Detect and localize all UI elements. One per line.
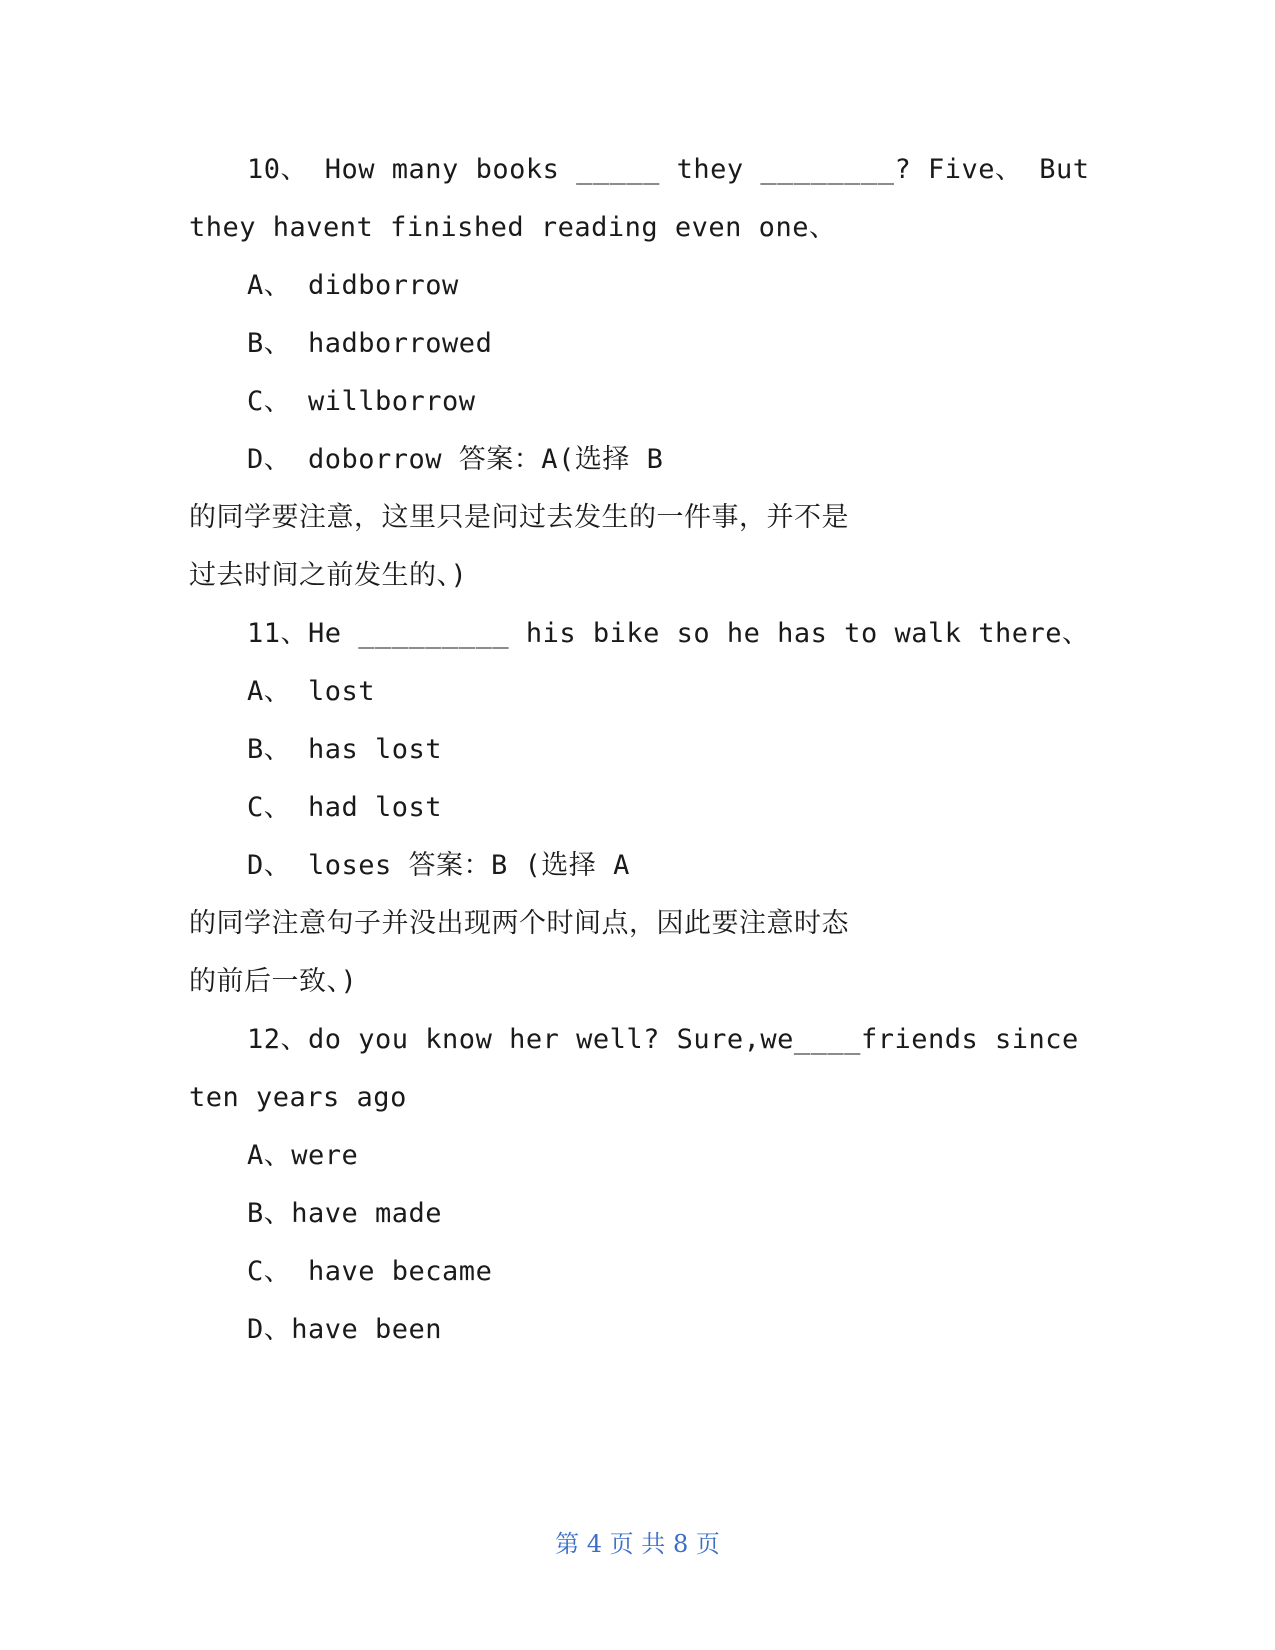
question-10-option-a: A、 didborrow <box>247 270 459 301</box>
question-11-stem-line1: 11、He _________ his bike so he has to walk there、 <box>247 618 1090 649</box>
question-10-option-d: D、 doborrow 答案：A(选择 B <box>247 444 664 475</box>
question-10-stem-line2: they havent finished reading even one、 <box>189 212 837 243</box>
question-11-note-line1: 的同学注意句子并没出现两个时间点，因此要注意时态 <box>189 908 849 939</box>
page-number-footer: 第 4 页 共 8 页 <box>555 1530 720 1558</box>
question-10-stem-line1: 10、 How many books _____ they ________? Five、 But <box>247 154 1090 185</box>
question-12-option-d: D、have been <box>247 1314 443 1345</box>
question-11-option-a: A、 lost <box>247 676 376 707</box>
question-12-stem-line1: 12、do you know her well? Sure,we____friends since <box>247 1024 1079 1055</box>
question-12-stem-line2: ten years ago <box>189 1082 407 1113</box>
question-11-option-c: C、 had lost <box>247 792 443 823</box>
question-11-option-b: B、 has lost <box>247 734 443 765</box>
question-10-note-line2: 过去时间之前发生的、) <box>189 560 468 591</box>
question-10-option-b: B、 hadborrowed <box>247 328 493 359</box>
question-10-option-c: C、 willborrow <box>247 386 476 417</box>
question-12-option-a: A、were <box>247 1140 359 1171</box>
question-11-note-line2: 的前后一致、) <box>189 966 358 997</box>
question-11-option-d: D、 loses 答案：B (选择 A <box>247 850 630 881</box>
question-12-option-c: C、 have became <box>247 1256 493 1287</box>
question-10-note-line1: 的同学要注意，这里只是问过去发生的一件事，并不是 <box>189 502 849 533</box>
question-12-option-b: B、have made <box>247 1198 443 1229</box>
